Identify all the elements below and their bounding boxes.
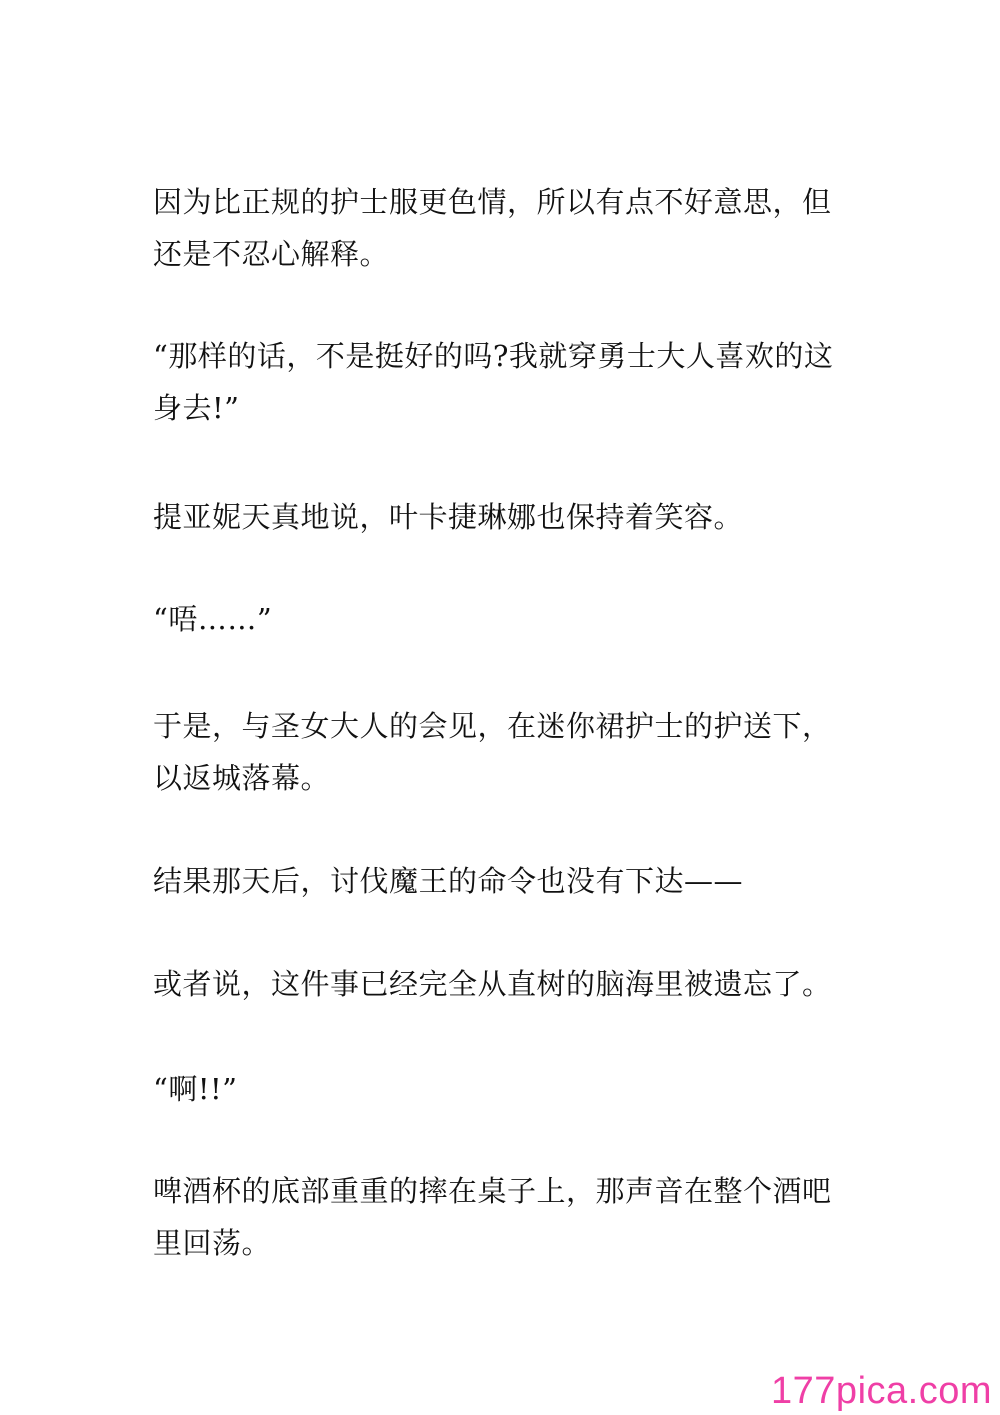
paragraph: “那样的话，不是挺好的吗?我就穿勇士大人喜欢的这 身去!”: [153, 339, 834, 425]
paragraph: “唔……”: [153, 602, 273, 636]
paragraph: 因为比正规的护士服更色情，所以有点不好意思，但 还是不忍心解释。: [153, 185, 832, 271]
paragraph: 结果那天后，讨伐魔王的命令也没有下达——: [153, 864, 744, 898]
paragraph: 提亚妮天真地说，叶卡捷琳娜也保持着笑容。: [153, 500, 744, 534]
paragraph: 啤酒杯的底部重重的摔在桌子上，那声音在整个酒吧 里回荡。: [153, 1174, 832, 1260]
paragraph: 于是，与圣女大人的会见，在迷你裙护士的护送下， 以返城落幕。: [153, 709, 832, 795]
paragraph: 或者说，这件事已经完全从直树的脑海里被遗忘了。: [153, 967, 832, 1001]
watermark-text: 177pica.com: [771, 1370, 992, 1412]
paragraph: “啊!!”: [153, 1072, 238, 1106]
